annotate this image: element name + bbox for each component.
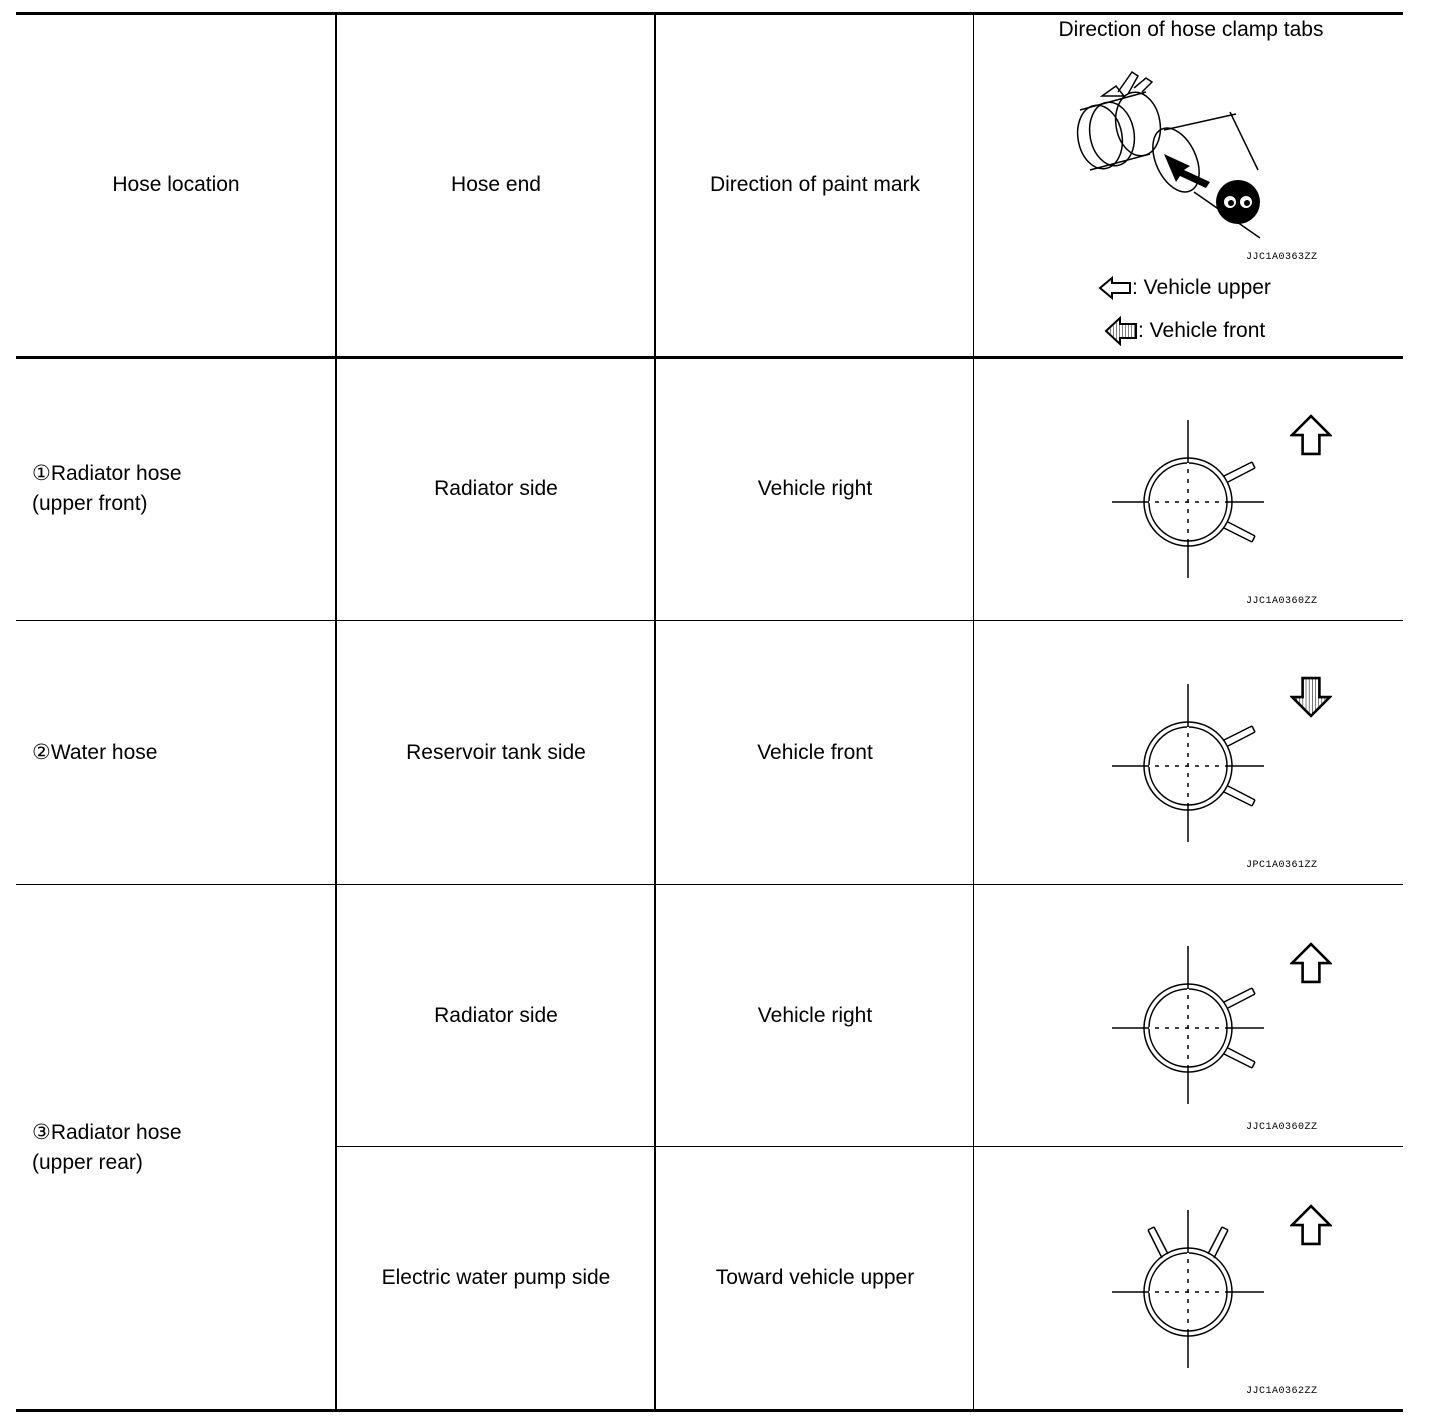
legend-vehicle-upper	[1098, 276, 1271, 300]
diagram-code: JJC1A0360ZZ	[1246, 596, 1318, 607]
row-1-paint-mark: Vehicle right	[757, 477, 873, 500]
row-number: ①	[32, 462, 51, 485]
diagram-code: JJC1A0360ZZ	[1246, 1122, 1318, 1133]
diagram-code: JJC1A0362ZZ	[1246, 1386, 1318, 1397]
hatched-arrow-icon	[1104, 316, 1138, 346]
row-1-hose-end: Radiator side	[434, 477, 558, 500]
row-divider	[16, 884, 1403, 885]
legend-label: : Vehicle front	[1138, 319, 1266, 342]
row-3-paint-mark: Vehicle right	[757, 1004, 873, 1027]
vehicle-front-arrow-icon	[1290, 676, 1332, 723]
row-3-location	[32, 886, 332, 1410]
header-clamp-tabs-title: Direction of hose clamp tabs	[1058, 18, 1324, 41]
row-divider	[336, 1146, 1403, 1147]
illustration-code: JJC1A0363ZZ	[1246, 252, 1318, 263]
legend-vehicle-front	[1104, 316, 1265, 346]
location-sublabel: (upper rear)	[32, 1151, 143, 1174]
row-divider	[16, 620, 1403, 621]
vehicle-upper-arrow-icon	[1290, 942, 1332, 989]
vehicle-upper-arrow-icon	[1290, 1204, 1332, 1251]
location-label: Radiator hose	[50, 1121, 182, 1144]
row-3-hose-end: Radiator side	[434, 1004, 558, 1027]
row-number: ③	[32, 1121, 51, 1144]
outline-arrow-icon	[1098, 276, 1132, 300]
row-4-paint-mark: Toward vehicle upper	[715, 1266, 915, 1289]
row-4-hose-end: Electric water pump side	[381, 1266, 611, 1289]
diagram-code: JPC1A0361ZZ	[1246, 860, 1318, 871]
location-label: Radiator hose	[50, 462, 182, 485]
header-hose-end: Hose end	[451, 173, 541, 196]
row-2-location	[32, 622, 332, 884]
row-number: ②	[32, 741, 51, 764]
header-hose-location: Hose location	[112, 173, 240, 196]
location-sublabel: (upper front)	[32, 492, 148, 515]
legend-label: : Vehicle upper	[1132, 276, 1271, 299]
header-paint-mark: Direction of paint mark	[709, 173, 921, 196]
row-2-paint-mark: Vehicle front	[757, 741, 873, 764]
hose-clamp-illustration	[1060, 62, 1280, 252]
row-1-location	[32, 358, 332, 620]
row-2-hose-end: Reservoir tank side	[406, 741, 586, 764]
location-label: Water hose	[50, 741, 158, 764]
vehicle-upper-arrow-icon	[1290, 414, 1332, 461]
